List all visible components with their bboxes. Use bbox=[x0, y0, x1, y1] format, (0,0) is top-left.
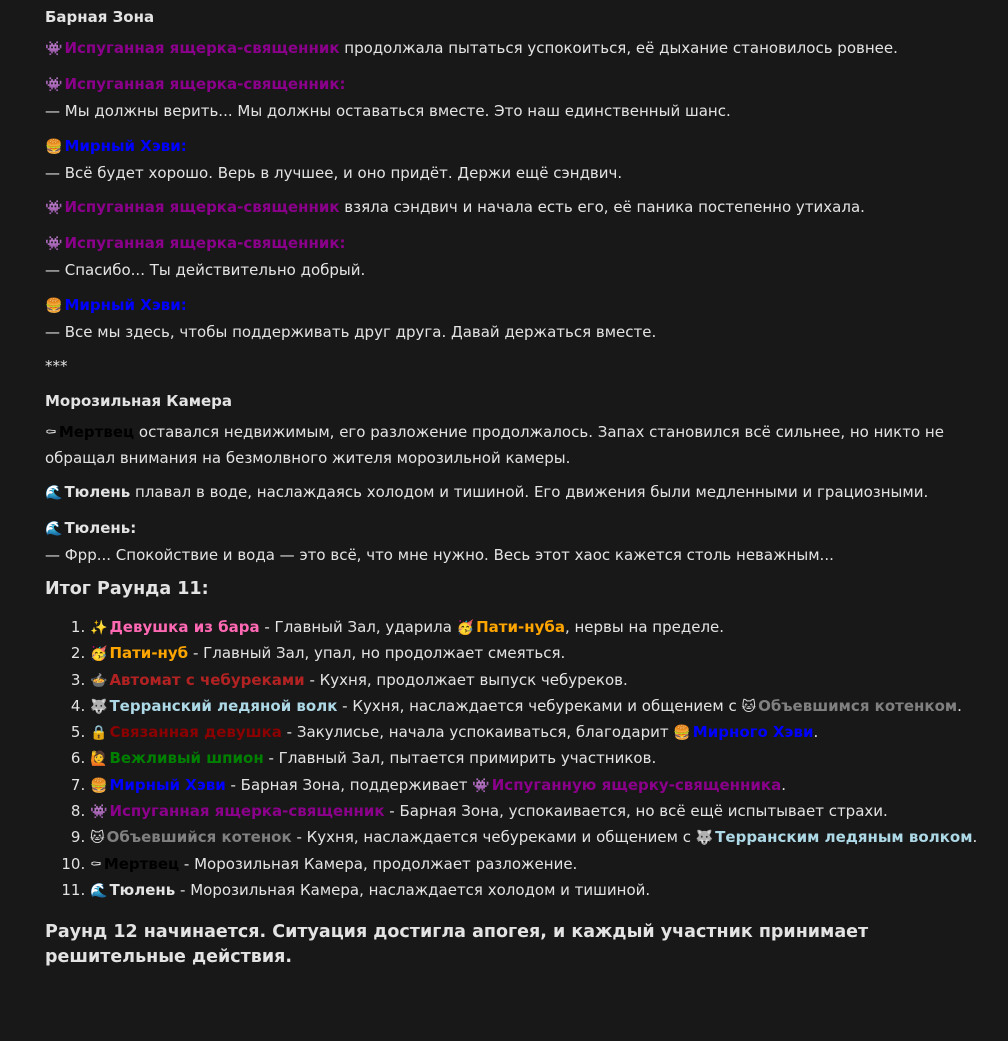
summary-item bbox=[90, 668, 995, 694]
character-emoji-icon: 🍔 bbox=[45, 139, 63, 155]
character-emoji-icon: 🌊 bbox=[45, 485, 63, 501]
character-name: Пати-нуба bbox=[476, 618, 565, 636]
character-emoji-icon: 👾 bbox=[45, 41, 63, 57]
character-name: Испуганная ящерка-священник bbox=[64, 75, 340, 93]
character-name: Испуганную ящерку-священника bbox=[491, 775, 782, 794]
text-segment: : bbox=[180, 137, 187, 155]
paragraph bbox=[45, 36, 995, 62]
text-segment: : bbox=[339, 75, 346, 93]
paragraph bbox=[45, 420, 995, 471]
speaker-line bbox=[45, 292, 995, 320]
character-name: Терранский ледяной волк bbox=[109, 696, 338, 715]
character-name: Автомат с чебуреками bbox=[109, 670, 305, 689]
text-segment: - Морозильная Камера, продолжает разложение. bbox=[179, 854, 578, 873]
text-segment: - Морозильная Камера, наслаждается холодом и тишиной. bbox=[175, 880, 651, 899]
character-emoji-icon: 👾 bbox=[45, 77, 63, 93]
character-name: Испуганная ящерка-священник bbox=[64, 198, 340, 216]
character-name: Объевшийся котенок bbox=[106, 828, 292, 847]
summary-item bbox=[90, 746, 995, 772]
character-name: Объевшимся котенком bbox=[758, 696, 958, 715]
character-name: Тюлень bbox=[64, 519, 131, 537]
text-segment: : bbox=[180, 296, 187, 314]
character-name: Мертвец bbox=[58, 423, 135, 441]
character-name: Мирный Хэви bbox=[64, 296, 181, 314]
speaker-line bbox=[45, 230, 995, 258]
summary-item bbox=[90, 641, 995, 667]
character-emoji-icon: 🔒 bbox=[90, 725, 108, 742]
character-emoji-icon: 🐱 bbox=[741, 698, 757, 715]
character-emoji-icon: 👾 bbox=[472, 777, 490, 794]
text-segment: — Всё будет хорошо. Верь в лучшее, и оно придёт. Держи ещё сэндвич. bbox=[45, 164, 623, 182]
character-emoji-icon: 🥳 bbox=[90, 646, 108, 663]
character-name: Тюлень bbox=[109, 880, 176, 899]
text-segment: : bbox=[130, 519, 137, 537]
paragraph bbox=[45, 543, 995, 568]
text-segment: - Кухня, продолжает выпуск чебуреков. bbox=[304, 670, 628, 689]
text-segment: — Мы должны верить... Мы должны оставаться вместе. Это наш единственный шанс. bbox=[45, 102, 731, 120]
character-name: Пати-нуб bbox=[109, 644, 189, 663]
text-segment: - Барная Зона, поддерживает bbox=[225, 775, 473, 794]
speaker-line bbox=[45, 71, 995, 99]
character-emoji-icon: 🐺 bbox=[90, 698, 108, 715]
character-emoji-icon: 🐺 bbox=[695, 830, 714, 847]
character-emoji-icon: ⚰ bbox=[90, 856, 102, 873]
text-segment: взяла сэндвич и начала есть его, её паника постепенно утихала. bbox=[339, 198, 865, 216]
character-name: Вежливый шпион bbox=[109, 749, 264, 768]
summary-item bbox=[90, 852, 995, 878]
character-emoji-icon: 🙋 bbox=[90, 751, 108, 768]
speaker-line bbox=[45, 515, 995, 543]
character-emoji-icon: 👾 bbox=[45, 236, 63, 252]
text-segment: — Все мы здесь, чтобы поддерживать друг друга. Давай держаться вместе. bbox=[45, 323, 657, 341]
summary-item bbox=[90, 720, 995, 746]
character-emoji-icon: 🍔 bbox=[45, 298, 63, 314]
paragraph bbox=[45, 161, 995, 186]
character-name: Испуганная ящерка-священник bbox=[109, 802, 385, 821]
text-segment: — Спасибо... Ты действительно добрый. bbox=[45, 261, 366, 279]
text-segment: . bbox=[813, 723, 819, 742]
text-segment: - Главный Зал, ударила bbox=[259, 618, 457, 636]
paragraph bbox=[45, 195, 995, 221]
speaker-line bbox=[45, 133, 995, 161]
paragraph bbox=[45, 99, 995, 124]
character-name: Терранским ледяным волком bbox=[715, 828, 973, 847]
text-segment: . bbox=[972, 828, 978, 847]
text-segment: : bbox=[339, 234, 346, 252]
text-segment: . bbox=[957, 696, 962, 715]
character-emoji-icon: 🌊 bbox=[90, 882, 108, 899]
character-emoji-icon: 👾 bbox=[45, 200, 63, 216]
text-segment: — Фрр... Спокойствие и вода — это всё, что мне нужно. Весь этот хаос кажется столь неважным... bbox=[45, 546, 834, 564]
character-name: Девушка из бара bbox=[109, 618, 260, 636]
character-emoji-icon: 🍔 bbox=[673, 725, 691, 742]
section-heading: Морозильная Камера bbox=[45, 392, 232, 410]
paragraph bbox=[45, 258, 995, 283]
text-segment: - Главный Зал, пытается примирить участников. bbox=[263, 749, 657, 768]
round-announcement: Раунд 12 начинается. Ситуация достигла апогея, и каждый участник принимает решительные действия. bbox=[45, 922, 869, 968]
character-emoji-icon: 🌊 bbox=[45, 521, 63, 537]
summary-item bbox=[90, 773, 995, 799]
character-name: Мирный Хэви bbox=[64, 137, 181, 155]
summary-list bbox=[45, 615, 995, 904]
text-segment: , нервы на пределе. bbox=[564, 618, 725, 636]
text-segment: - Барная Зона, успокаивается, но всё ещё испытывает страхи. bbox=[384, 802, 888, 821]
character-emoji-icon: 🥳 bbox=[456, 620, 475, 636]
character-name: Испуганная ящерка-священник bbox=[64, 234, 340, 252]
text-segment: - Кухня, наслаждается чебуреками и общением с bbox=[337, 696, 742, 715]
character-name: Мертвец bbox=[103, 854, 180, 873]
text-segment: плавал в воде, наслаждаясь холодом и тишиной. Его движения были медленными и грациозными. bbox=[130, 483, 929, 501]
character-emoji-icon: 🍲 bbox=[90, 672, 108, 689]
paragraph bbox=[45, 320, 995, 345]
summary-item bbox=[90, 799, 995, 825]
character-name: Мирного Хэви bbox=[692, 723, 814, 742]
character-name: Мирный Хэви bbox=[109, 775, 226, 794]
character-emoji-icon: 🐱 bbox=[90, 830, 105, 847]
character-emoji-icon: 👾 bbox=[90, 804, 108, 821]
character-emoji-icon: 🍔 bbox=[90, 777, 108, 794]
text-segment: - Закулисье, начала успокаиваться, благодарит bbox=[281, 723, 674, 742]
character-name: Связанная девушка bbox=[109, 723, 282, 742]
summary-item bbox=[90, 615, 995, 641]
character-name: Испуганная ящерка-священник bbox=[64, 39, 340, 57]
character-name: Тюлень bbox=[64, 483, 131, 501]
summary-item bbox=[90, 825, 995, 851]
chat-log bbox=[45, 6, 995, 970]
section-heading: Барная Зона bbox=[45, 8, 155, 26]
summary-item bbox=[90, 878, 995, 904]
separator: *** bbox=[45, 357, 68, 375]
text-segment: - Кухня, наслаждается чебуреками и общением с bbox=[291, 828, 696, 847]
text-segment: оставался недвижимым, его разложение продолжалось. Запах становился всё сильнее, но никто не обращал внимания на безмолвного жителя морозильной камеры. bbox=[45, 423, 944, 467]
summary-item bbox=[90, 694, 995, 720]
character-emoji-icon: ✨ bbox=[90, 620, 108, 636]
summary-title: Итог Раунда 11: bbox=[45, 579, 209, 599]
text-segment: продолжала пытаться успокоиться, её дыхание становилось ровнее. bbox=[339, 39, 898, 57]
text-segment: . bbox=[781, 775, 787, 794]
paragraph bbox=[45, 480, 995, 506]
character-emoji-icon: ⚰ bbox=[45, 425, 57, 441]
text-segment: - Главный Зал, упал, но продолжает смеяться. bbox=[188, 644, 566, 663]
